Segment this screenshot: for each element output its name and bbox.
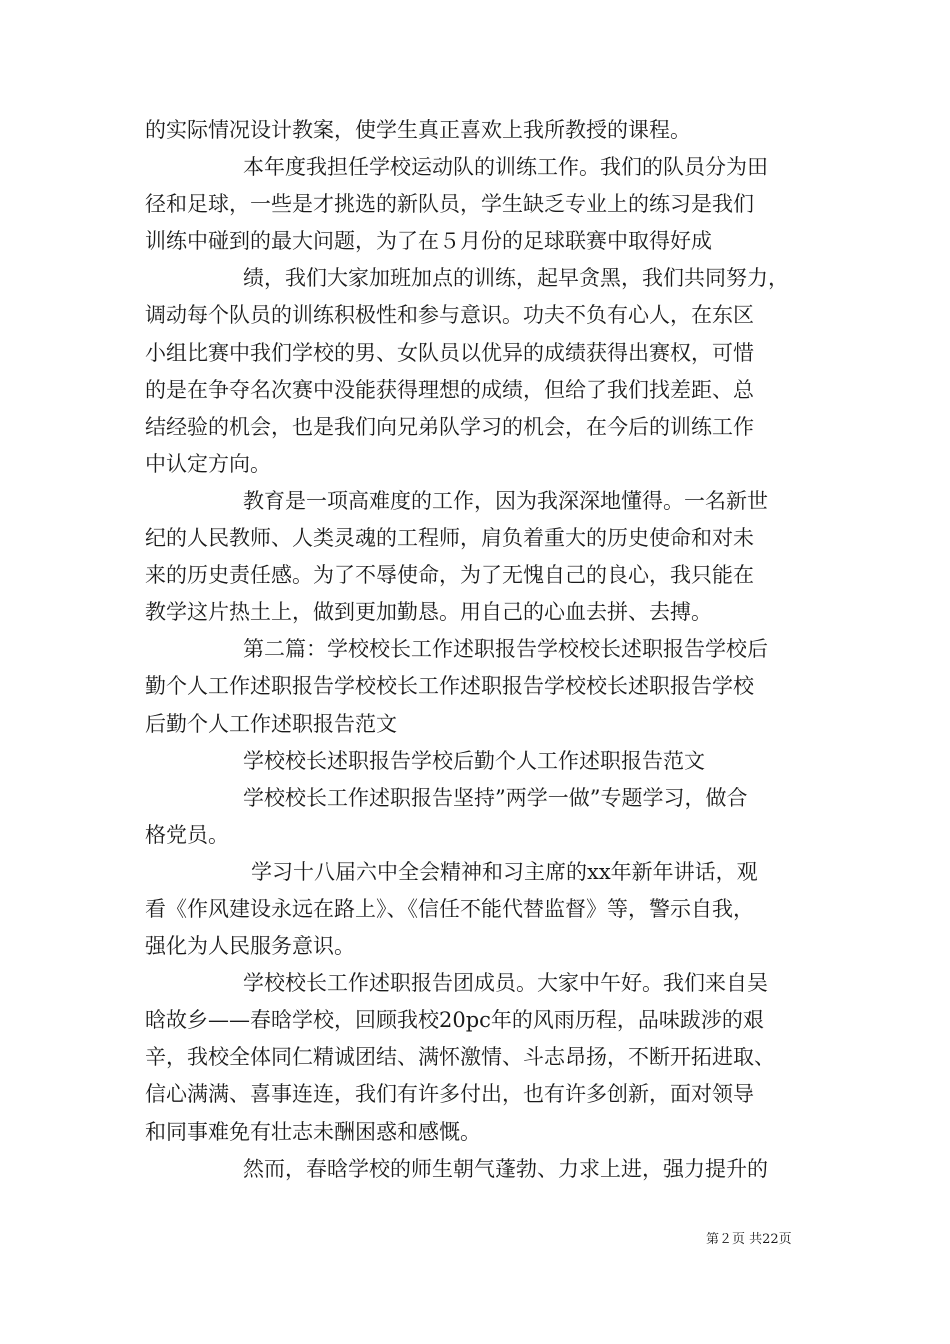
page-number: 第２页 共22页 [706, 1232, 792, 1247]
text-line: 纪的人民教师、人类灵魂的工程师，肩负着重大的历史使命和对未 [145, 526, 754, 551]
text-line: 的是在争夺名次赛中没能获得理想的成绩，但给了我们找差距、总 [145, 377, 754, 402]
section-heading-line: 勤个人工作述职报告学校校长工作述职报告学校校长述职报告学校 [145, 674, 754, 699]
text-line: 来的历史责任感。为了不辱使命，为了无愧自己的良心，我只能在 [145, 563, 754, 588]
section-heading-line: 后勤个人工作述职报告范文 [145, 711, 397, 736]
text-line: 训练中碰到的最大问题，为了在５月份的足球联赛中取得好成 [145, 229, 712, 254]
text-line: 结经验的机会，也是我们向兄弟队学习的机会，在今后的训练工作 [145, 414, 754, 439]
subtitle-line: 学校校长述职报告学校后勤个人工作述职报告范文 [243, 748, 705, 773]
text-line: 强化为人民服务意识。 [145, 934, 355, 959]
text-line: 学校校长工作述职报告团成员。大家中午好。我们来自吴 [243, 971, 768, 996]
text-line: 格党员。 [145, 822, 229, 847]
text-line: 教学这片热土上，做到更加勤恳。用自己的心血去拼、去搏。 [145, 600, 712, 625]
text-line: 学校校长工作述职报告坚持”两学一做”专题学习，做合 [243, 785, 748, 810]
text-line: 然而，春晗学校的师生朝气蓬勃、力求上进，强力提升的 [243, 1156, 768, 1181]
document-body [145, 112, 825, 1188]
text-line: 中认定方向。 [145, 451, 271, 476]
text-line: 和同事难免有壮志未酬困惑和感慨。 [145, 1119, 481, 1144]
text-line: 的实际情况设计教案，使学生真正喜欢上我所教授的课程。 [145, 118, 691, 142]
text-line: 绩，我们大家加班加点的训练，起早贪黑，我们共同努力， [243, 266, 789, 291]
text-line: 小组比赛中我们学校的男、女队员以优异的成绩获得出赛权，可惜 [145, 340, 754, 365]
text-line: 教育是一项高难度的工作，因为我深深地懂得。一名新世 [243, 488, 768, 513]
text-line: 径和足球，一些是才挑选的新队员，学生缺乏专业上的练习是我们 [145, 192, 754, 217]
text-line: 信心满满、喜事连连，我们有许多付出，也有许多创新，面对领导 [145, 1082, 754, 1107]
text-line: 看《作风建设永远在路上》、《信任不能代替监督》等，警示自我， [145, 896, 754, 921]
section-heading-line: 第二篇：学校校长工作述职报告学校校长述职报告学校后 [243, 637, 768, 662]
text-line: 学习十八届六中全会精神和习主席的xx年新年讲话，观 [251, 859, 758, 884]
text-line: 本年度我担任学校运动队的训练工作。我们的队员分为田 [243, 155, 768, 180]
text-line: 辛，我校全体同仁精诚团结、满怀激情、斗志昂扬，不断开拓进取、 [145, 1045, 775, 1070]
text-line: 调动每个队员的训练积极性和参与意识。功夫不负有心人，在东区 [145, 303, 754, 328]
text-line: 晗故乡——春晗学校，回顾我校20pc年的风雨历程，品味跋涉的艰 [145, 1008, 764, 1033]
